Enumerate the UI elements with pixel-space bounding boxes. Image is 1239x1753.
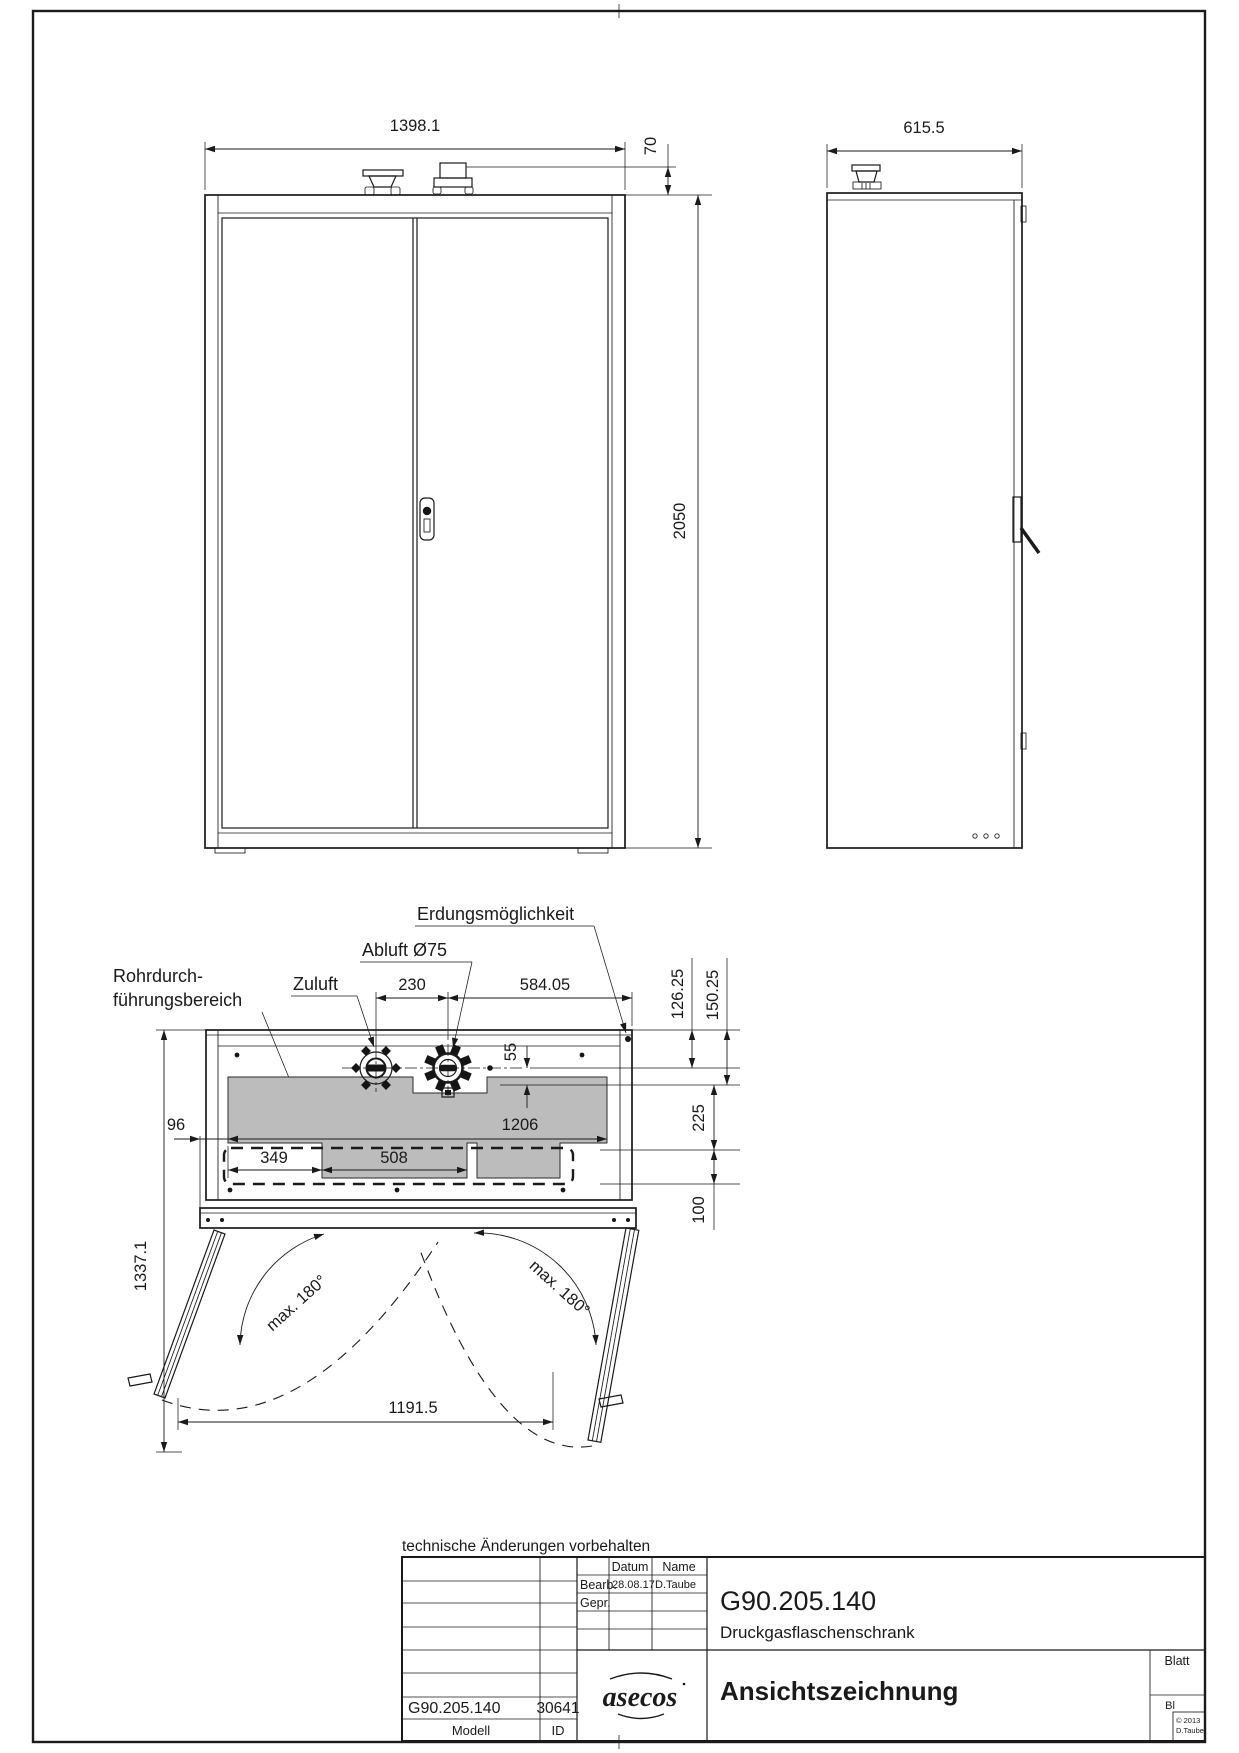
label-max180-right: max. 180°	[525, 1256, 594, 1320]
logo-arc-bottom	[618, 1714, 664, 1719]
plan-view	[113, 904, 740, 1452]
dim-vent-height: 70	[642, 136, 660, 156]
door-lock-slot	[424, 519, 430, 532]
right-angle-arc	[474, 1233, 596, 1345]
zuluft-bolt-ne	[381, 1046, 391, 1056]
bearb-date: 28.08.17	[612, 1579, 655, 1591]
left-door-handle	[128, 1374, 152, 1386]
side-vent-body	[856, 171, 877, 182]
dim-225: 225	[690, 1104, 708, 1132]
label-erdungsmoeglichkeit: Erdungsmöglichkeit	[417, 904, 575, 924]
label-zuluft: Zuluft	[293, 974, 339, 994]
bearb-label: Bearb.	[580, 1578, 617, 1592]
plan-front-screw-2	[395, 1188, 400, 1193]
front-view	[205, 117, 712, 853]
copyright-year: © 2013	[1176, 1716, 1201, 1725]
label-rohrdurch-1: Rohrdurch-	[113, 966, 204, 986]
exhaust-vent-top-plate	[363, 170, 403, 176]
doc-type: Ansichtszeichnung	[720, 1676, 959, 1706]
side-vent-top-plate	[852, 165, 880, 171]
dim-1206: 1206	[501, 1116, 539, 1134]
product-name: Druckgasflaschenschrank	[720, 1623, 915, 1642]
door-lock-knob	[423, 507, 431, 515]
gepr-label: Gepr.	[580, 1596, 611, 1610]
note-text: technische Änderungen vorbehalten	[402, 1538, 651, 1555]
leader-erdung-line	[594, 926, 626, 1033]
left-door-inner-2	[162, 1233, 222, 1397]
side-cabinet-outline	[827, 193, 1022, 848]
plinth-screw-4	[626, 1218, 630, 1222]
exhaust-vent-body	[369, 176, 396, 187]
side-foot-dot3	[995, 834, 999, 838]
plan-screw-right	[580, 1053, 585, 1058]
logo-arc-top	[610, 1673, 672, 1679]
logo-text: asecos	[602, 1682, 678, 1713]
centerline-dot	[487, 1065, 493, 1071]
side-vent-base	[853, 182, 881, 189]
exhaust-vent-foot-left	[365, 187, 374, 195]
blatt-label: Blatt	[1164, 1654, 1190, 1668]
front-cabinet-outline	[205, 195, 625, 848]
dim-1191: 1191.5	[388, 1399, 438, 1417]
plinth-screw-2	[220, 1218, 224, 1222]
dim-55: 55	[502, 1042, 520, 1062]
right-door-swing-arc	[420, 1250, 592, 1447]
side-foot-dot1	[973, 834, 977, 838]
id-label: ID	[551, 1723, 565, 1738]
plan-plinth	[200, 1208, 636, 1228]
plinth-screw-1	[206, 1218, 210, 1222]
side-view	[827, 119, 1039, 848]
right-door-inner-1	[592, 1229, 630, 1441]
label-abluft: Abluft Ø75	[362, 940, 448, 960]
border-frame	[33, 11, 1205, 1742]
bearb-name: D.Taube	[655, 1579, 696, 1591]
front-doors-outline	[222, 218, 608, 828]
left-door-panel	[154, 1230, 225, 1398]
datum-header: Datum	[611, 1560, 649, 1574]
dim-126: 126.25	[669, 968, 687, 1020]
plan-screw-left	[235, 1053, 240, 1058]
leader-zuluft-line	[357, 996, 374, 1047]
logo-trademark-dot	[683, 1683, 686, 1686]
dim-1337: 1337.1	[132, 1240, 150, 1292]
dim-230: 230	[398, 976, 426, 994]
dim-96: 96	[166, 1116, 186, 1134]
dim-100: 100	[690, 1196, 708, 1224]
side-foot-dot2	[984, 834, 988, 838]
asecos-logo	[603, 1673, 686, 1719]
plinth-screw-3	[612, 1218, 616, 1222]
supply-vent-base	[434, 178, 472, 187]
copyright-name: D.Taube	[1176, 1726, 1204, 1735]
left-door-swing-arc	[162, 1242, 438, 1410]
modell-label: Modell	[451, 1723, 491, 1738]
dim-front-width: 1398.1	[389, 117, 441, 135]
label-max180-left: max. 180°	[262, 1271, 331, 1335]
side-handle-grip	[1021, 528, 1039, 553]
dim-side-depth: 615.5	[903, 119, 945, 137]
supply-vent-foot-left	[433, 187, 441, 194]
label-rohrdurch-2: führungsbereich	[113, 990, 243, 1010]
model-number-cell: G90.205.140	[408, 1700, 501, 1717]
right-door-inner-2	[597, 1230, 635, 1442]
dim-508: 508	[380, 1149, 408, 1167]
model-id-cell: 30641	[536, 1700, 580, 1717]
product-number: G90.205.140	[720, 1586, 877, 1616]
name-header: Name	[662, 1560, 696, 1574]
left-door-inner-1	[158, 1231, 218, 1395]
right-door-panel	[588, 1228, 639, 1442]
bl-value: Bl	[1165, 1700, 1175, 1712]
title-block-frame	[402, 1557, 1205, 1741]
plan-front-screw-3	[561, 1188, 566, 1193]
title-block	[402, 1538, 1205, 1741]
grounding-point	[625, 1036, 631, 1042]
plan-front-screw-1	[228, 1188, 233, 1193]
exhaust-vent-foot-right	[391, 187, 400, 195]
supply-vent-block	[440, 163, 466, 178]
dim-584: 584.05	[519, 976, 571, 994]
dim-349: 349	[260, 1149, 288, 1167]
zuluft-bolt-nw	[361, 1046, 371, 1056]
dim-150: 150.25	[704, 969, 722, 1021]
dim-front-height: 2050	[671, 502, 689, 540]
supply-vent-foot-right	[465, 187, 473, 194]
page-frame	[33, 4, 1205, 1749]
